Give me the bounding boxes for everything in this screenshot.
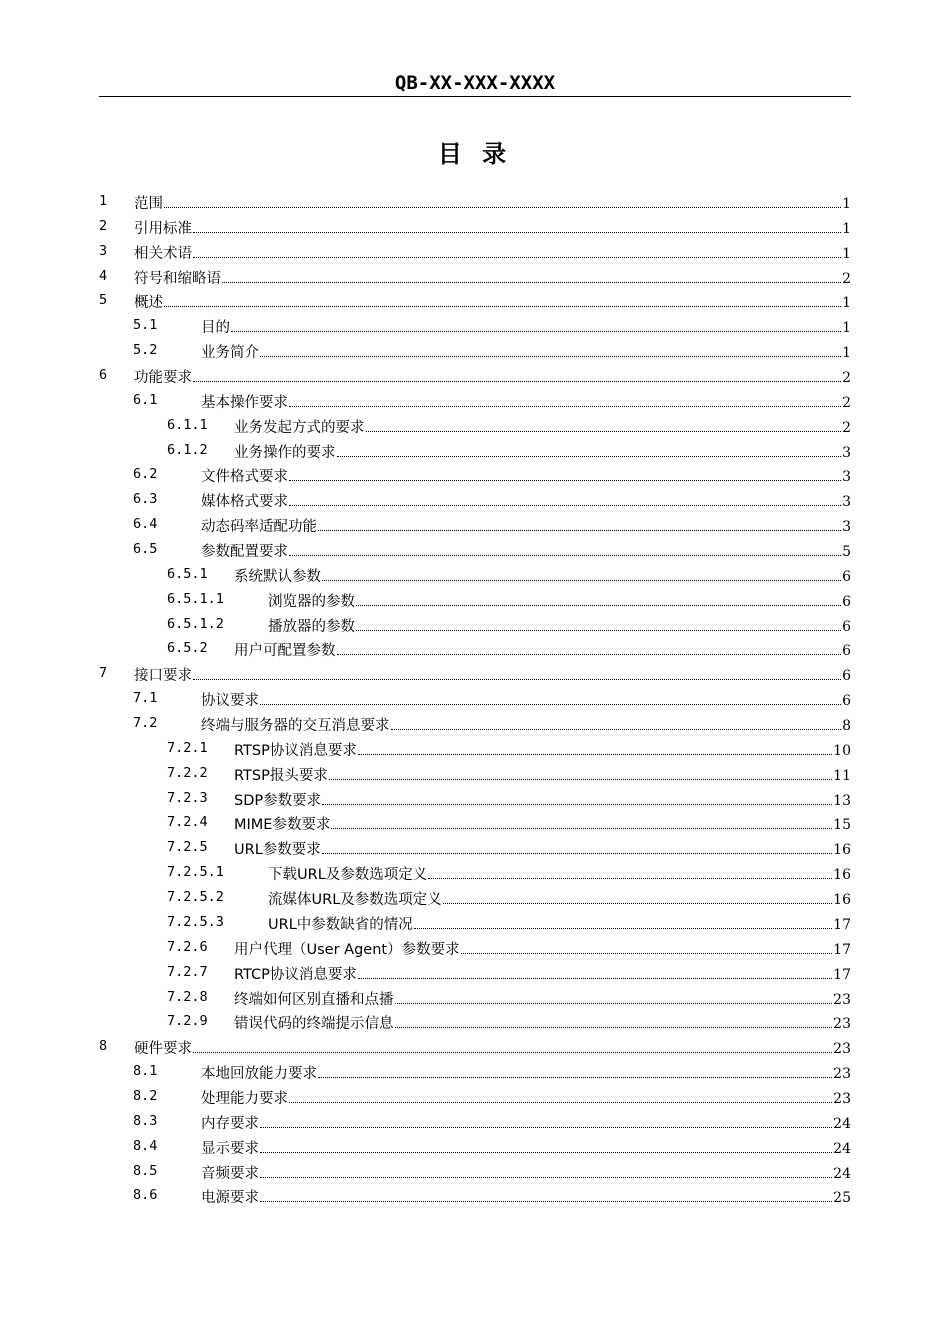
dot-leader — [260, 1201, 832, 1202]
toc-entry-page-number: 3 — [842, 519, 851, 536]
toc-entry-page-number: 1 — [842, 345, 851, 362]
toc-entry-title: 终端与服务器的交互消息要求 — [201, 718, 390, 735]
toc-entry-line — [234, 441, 851, 462]
toc-entry-page-number: 6 — [842, 593, 851, 610]
toc-entry-page-number: 25 — [833, 1190, 851, 1207]
toc-entry-page-number: 13 — [833, 792, 851, 809]
toc-entry-number: 6.5 — [133, 541, 158, 558]
toc-entry[interactable] — [99, 985, 851, 1010]
dot-leader — [318, 1077, 832, 1078]
toc-entry-title: 范围 — [134, 196, 163, 212]
document-code-header: QB-XX-XXX-XXXX — [394, 72, 556, 94]
toc-entry-line — [201, 515, 851, 536]
toc-entry-title: 电源要求 — [201, 1190, 259, 1207]
toc-entry-number: 7.2.6 — [167, 938, 208, 955]
dot-leader — [322, 804, 832, 805]
dot-leader — [289, 406, 841, 407]
toc-entry[interactable] — [99, 860, 851, 885]
toc-entry-line — [201, 1186, 851, 1207]
toc-entry-number: 8.1 — [133, 1063, 158, 1080]
toc-entry-page-number: 23 — [833, 1066, 851, 1083]
toc-entry-title: 用户代理（User Agent）参数要求 — [234, 941, 460, 958]
toc-entry-number: 6.3 — [133, 491, 158, 508]
toc-entry-number: 7.2.5.1 — [167, 864, 224, 881]
toc-entry-line — [134, 366, 851, 387]
toc-entry-title: 媒体格式要求 — [201, 494, 288, 511]
dot-leader — [461, 953, 833, 954]
toc-entry-title: 硬件要求 — [134, 1041, 192, 1058]
dot-leader — [356, 605, 841, 606]
toc-entry[interactable] — [99, 810, 851, 835]
toc-entry-line — [234, 416, 851, 437]
toc-entry-page-number: 16 — [833, 892, 851, 909]
toc-entry[interactable] — [99, 189, 851, 214]
toc-entry-title: 浏览器的参数 — [268, 593, 355, 610]
toc-entry-title: 协议要求 — [201, 693, 259, 710]
toc-entry-line — [234, 639, 851, 660]
toc-entry-page-number: 2 — [842, 394, 851, 411]
toc-entry-number: 7.2.1 — [167, 739, 208, 756]
toc-entry[interactable] — [99, 239, 851, 264]
toc-entry-page-number: 6 — [842, 618, 851, 635]
toc-entry-line — [201, 1162, 851, 1183]
toc-entry[interactable] — [99, 786, 851, 811]
dot-leader — [395, 1003, 833, 1004]
toc-entry[interactable] — [99, 736, 851, 761]
toc-entry-line — [201, 689, 851, 710]
toc-entry-line — [234, 838, 851, 859]
toc-entry-title: 概述 — [134, 295, 163, 312]
dot-leader — [289, 505, 841, 506]
toc-entry-number: 8 — [99, 1038, 108, 1055]
toc-entry-number: 7.2.2 — [167, 764, 208, 781]
toc-entry-page-number: 2 — [842, 270, 851, 287]
toc-entry[interactable] — [99, 761, 851, 786]
toc-entry[interactable] — [99, 636, 851, 661]
toc-entry[interactable] — [99, 885, 851, 910]
toc-entry[interactable] — [99, 363, 851, 388]
toc-entry-number: 6.1.2 — [167, 441, 208, 458]
toc-entry[interactable] — [99, 487, 851, 512]
toc-entry[interactable] — [99, 562, 851, 587]
dot-leader — [193, 381, 841, 382]
dot-leader — [260, 704, 841, 705]
toc-entry-page-number: 17 — [833, 966, 851, 983]
dot-leader — [318, 530, 841, 531]
dot-leader — [337, 456, 842, 457]
toc-entry-number: 5 — [99, 292, 108, 309]
header-rule — [99, 96, 851, 97]
toc-entry-title: RTSP协议消息要求 — [234, 742, 357, 759]
toc-entry-page-number: 6 — [842, 643, 851, 660]
toc-entry-number: 7.2.4 — [167, 814, 208, 831]
toc-entry-title: 动态码率适配功能 — [201, 519, 317, 536]
toc-entry-page-number: 11 — [833, 767, 851, 784]
toc-entry-title: 符号和缩略语 — [134, 270, 221, 287]
toc-entry[interactable] — [99, 313, 851, 338]
toc-entry-line — [234, 1012, 851, 1033]
toc-entry-line — [134, 242, 851, 263]
toc-entry-line — [268, 888, 851, 909]
dot-leader — [231, 331, 841, 332]
toc-entry-page-number: 6 — [842, 693, 851, 710]
toc-entry-line — [201, 316, 851, 337]
dot-leader — [260, 356, 841, 357]
toc-entry-number: 7.1 — [133, 690, 158, 707]
dot-leader — [443, 903, 832, 904]
dot-leader — [337, 654, 842, 655]
dot-leader — [289, 555, 841, 556]
toc-entry-title: 播放器的参数 — [268, 618, 355, 635]
toc-entry-title: 基本操作要求 — [201, 394, 288, 411]
toc-entry-title: 处理能力要求 — [201, 1090, 288, 1107]
toc-entry[interactable] — [99, 661, 851, 686]
toc-entry-title: 本地回放能力要求 — [201, 1066, 317, 1083]
dot-leader — [164, 207, 841, 208]
toc-entry-title: 内存要求 — [201, 1115, 259, 1132]
toc-entry-title: URL参数要求 — [234, 842, 321, 859]
toc-entry-page-number: 3 — [842, 494, 851, 511]
toc-entry-page-number: 2 — [842, 370, 851, 387]
toc-entry[interactable] — [99, 612, 851, 637]
toc-entry-line — [201, 1062, 851, 1083]
toc-entry-number: 6.4 — [133, 516, 158, 533]
toc-entry[interactable] — [99, 512, 851, 537]
toc-entry-line — [234, 764, 851, 785]
toc-entry-page-number: 1 — [842, 245, 851, 262]
toc-entry-title: 接口要求 — [134, 668, 192, 685]
dot-leader — [193, 232, 841, 233]
toc-entry[interactable] — [99, 1109, 851, 1134]
toc-entry-number: 6.1 — [133, 391, 158, 408]
toc-entry-number: 7.2.7 — [167, 963, 208, 980]
toc-entry[interactable] — [99, 462, 851, 487]
toc-entry-page-number: 1 — [842, 320, 851, 337]
toc-entry-number: 4 — [99, 267, 108, 284]
toc-entry-page-number: 1 — [842, 220, 851, 237]
toc-entry[interactable] — [99, 1159, 851, 1184]
toc-entry-line — [268, 615, 851, 636]
toc-entry-number: 7.2.5.3 — [167, 913, 224, 930]
toc-entry-line — [234, 813, 851, 834]
toc-entry[interactable] — [99, 264, 851, 289]
toc-entry-number: 8.2 — [133, 1087, 158, 1104]
toc-entry-page-number: 15 — [833, 817, 851, 834]
toc-entry-line — [201, 1112, 851, 1133]
dot-leader — [395, 1027, 833, 1028]
toc-entry-title: 参数配置要求 — [201, 544, 288, 561]
toc-entry-line — [201, 341, 851, 362]
toc-entry-line — [201, 490, 851, 511]
toc-entry-title: 终端如何区别直播和点播 — [234, 991, 394, 1008]
toc-entry-title: 用户可配置参数 — [234, 643, 336, 660]
toc-entry-number: 6.2 — [133, 466, 158, 483]
toc-entry-line — [134, 291, 851, 312]
toc-entry-number: 8.5 — [133, 1162, 158, 1179]
dot-leader — [289, 1102, 832, 1103]
dot-leader — [222, 282, 841, 283]
toc-entry-number: 8.3 — [133, 1112, 158, 1129]
toc-entry-page-number: 17 — [833, 941, 851, 958]
toc-entry-number: 7.2.8 — [167, 988, 208, 1005]
table-of-contents — [99, 189, 851, 1208]
dot-leader — [366, 431, 842, 432]
toc-entry[interactable] — [99, 835, 851, 860]
dot-leader — [322, 580, 841, 581]
toc-entry-number: 7.2.5.2 — [167, 889, 224, 906]
toc-entry-page-number: 6 — [842, 668, 851, 685]
toc-entry[interactable] — [99, 1009, 851, 1034]
toc-entry[interactable] — [99, 438, 851, 463]
dot-leader — [260, 1152, 832, 1153]
toc-entry-number: 5.1 — [133, 317, 158, 334]
toc-entry-line — [201, 714, 851, 735]
dot-leader — [260, 1177, 832, 1178]
toc-entry-title: 相关术语 — [134, 245, 192, 262]
toc-entry-page-number: 23 — [833, 1090, 851, 1107]
toc-entry-number: 2 — [99, 217, 108, 234]
toc-entry-line — [268, 590, 851, 611]
toc-entry-page-number: 24 — [833, 1115, 851, 1132]
toc-entry-number: 5.2 — [133, 342, 158, 359]
toc-entry-line — [134, 1037, 851, 1058]
toc-entry-page-number: 17 — [833, 916, 851, 933]
toc-entry-line — [134, 267, 851, 288]
toc-entry-number: 6 — [99, 367, 108, 384]
toc-entry-line — [201, 540, 851, 561]
toc-entry-title: 引用标准 — [134, 220, 192, 237]
toc-entry-line — [234, 963, 851, 984]
toc-entry-page-number: 24 — [833, 1140, 851, 1157]
toc-entry-line — [201, 391, 851, 412]
toc-entry-page-number: 16 — [833, 842, 851, 859]
toc-entry-title: 目的 — [201, 320, 230, 337]
toc-entry[interactable] — [99, 1034, 851, 1059]
dot-leader — [356, 630, 841, 631]
toc-entry[interactable] — [99, 338, 851, 363]
toc-entry-title: RTSP报头要求 — [234, 767, 328, 784]
toc-entry-title: 文件格式要求 — [201, 469, 288, 486]
toc-entry-number: 7.2 — [133, 715, 158, 732]
toc-entry-line — [201, 1087, 851, 1108]
toc-entry[interactable] — [99, 960, 851, 985]
toc-entry-page-number: 1 — [842, 196, 851, 212]
toc-entry-page-number: 10 — [833, 742, 851, 759]
toc-entry[interactable] — [99, 910, 851, 935]
toc-entry-number: 7.2.3 — [167, 789, 208, 806]
toc-entry-page-number: 23 — [833, 1016, 851, 1033]
toc-entry[interactable] — [99, 288, 851, 313]
toc-entry-title: 业务发起方式的要求 — [234, 419, 365, 436]
toc-entry-line — [234, 739, 851, 760]
dot-leader — [414, 928, 832, 929]
toc-entry-page-number: 16 — [833, 867, 851, 884]
toc-entry-page-number: 3 — [842, 469, 851, 486]
toc-entry[interactable] — [99, 711, 851, 736]
toc-entry-page-number: 6 — [842, 568, 851, 585]
toc-entry-number: 6.5.2 — [167, 640, 208, 657]
dot-leader — [428, 878, 832, 879]
toc-entry-title: 流媒体URL及参数选项定义 — [268, 892, 442, 909]
dot-leader — [331, 828, 832, 829]
toc-entry-line — [234, 938, 851, 959]
toc-entry-line — [134, 664, 851, 685]
toc-entry-title: 业务操作的要求 — [234, 444, 336, 461]
toc-entry[interactable] — [99, 388, 851, 413]
toc-entry-line — [134, 217, 851, 238]
toc-entry-title: 下载URL及参数选项定义 — [268, 867, 428, 884]
toc-entry-page-number: 23 — [833, 991, 851, 1008]
toc-entry-title: 业务简介 — [201, 345, 259, 362]
toc-entry-title: 音频要求 — [201, 1165, 259, 1182]
dot-leader — [193, 679, 841, 680]
toc-entry-number: 6.5.1 — [167, 565, 208, 582]
toc-entry-page-number: 5 — [842, 544, 851, 561]
toc-entry[interactable] — [99, 1059, 851, 1084]
toc-entry-title: RTCP协议消息要求 — [234, 966, 357, 983]
toc-entry[interactable] — [99, 1134, 851, 1159]
toc-entry-page-number: 2 — [842, 419, 851, 436]
toc-entry-line — [234, 789, 851, 810]
toc-entry-title: 功能要求 — [134, 370, 192, 387]
toc-entry-number: 7 — [99, 665, 108, 682]
dot-leader — [358, 754, 832, 755]
toc-entry-number: 3 — [99, 242, 108, 259]
toc-entry[interactable] — [99, 1084, 851, 1109]
dot-leader — [391, 729, 842, 730]
page-title: 目 录 — [437, 140, 513, 168]
toc-entry[interactable] — [99, 214, 851, 239]
toc-entry-line — [234, 988, 851, 1009]
toc-entry[interactable] — [99, 537, 851, 562]
toc-entry-page-number: 3 — [842, 444, 851, 461]
toc-entry-title: 错误代码的终端提示信息 — [234, 1016, 394, 1033]
toc-entry-number: 1 — [99, 193, 108, 209]
toc-entry[interactable] — [99, 935, 851, 960]
toc-entry-line — [201, 1137, 851, 1158]
toc-entry-number: 7.2.9 — [167, 1013, 208, 1030]
toc-entry-number: 7.2.5 — [167, 839, 208, 856]
dot-leader — [193, 257, 841, 258]
dot-leader — [322, 853, 832, 854]
toc-entry-number: 6.5.1.1 — [167, 590, 224, 607]
toc-entry[interactable] — [99, 1183, 851, 1208]
dot-leader — [164, 306, 841, 307]
dot-leader — [289, 480, 841, 481]
toc-entry-title: SDP参数要求 — [234, 792, 322, 809]
toc-entry-title: URL中参数缺省的情况 — [268, 916, 413, 933]
toc-entry-line — [201, 465, 851, 486]
toc-entry-page-number: 8 — [842, 718, 851, 735]
toc-entry-line — [234, 565, 851, 586]
dot-leader — [358, 978, 832, 979]
toc-entry-line — [268, 863, 851, 884]
toc-entry-number: 6.1.1 — [167, 416, 208, 433]
toc-entry-number: 6.5.1.2 — [167, 615, 224, 632]
toc-entry-page-number: 23 — [833, 1041, 851, 1058]
toc-entry-line — [134, 192, 851, 213]
toc-entry[interactable] — [99, 686, 851, 711]
toc-entry-title: MIME参数要求 — [234, 817, 331, 834]
toc-entry-page-number: 24 — [833, 1165, 851, 1182]
dot-leader — [329, 779, 832, 780]
dot-leader — [193, 1052, 832, 1053]
toc-entry[interactable] — [99, 587, 851, 612]
toc-entry-number: 8.4 — [133, 1137, 158, 1154]
toc-entry[interactable] — [99, 413, 851, 438]
toc-entry-title: 显示要求 — [201, 1140, 259, 1157]
toc-entry-page-number: 1 — [842, 295, 851, 312]
dot-leader — [260, 1127, 832, 1128]
toc-entry-title: 系统默认参数 — [234, 568, 321, 585]
toc-entry-line — [268, 913, 851, 934]
toc-entry-number: 8.6 — [133, 1187, 158, 1204]
